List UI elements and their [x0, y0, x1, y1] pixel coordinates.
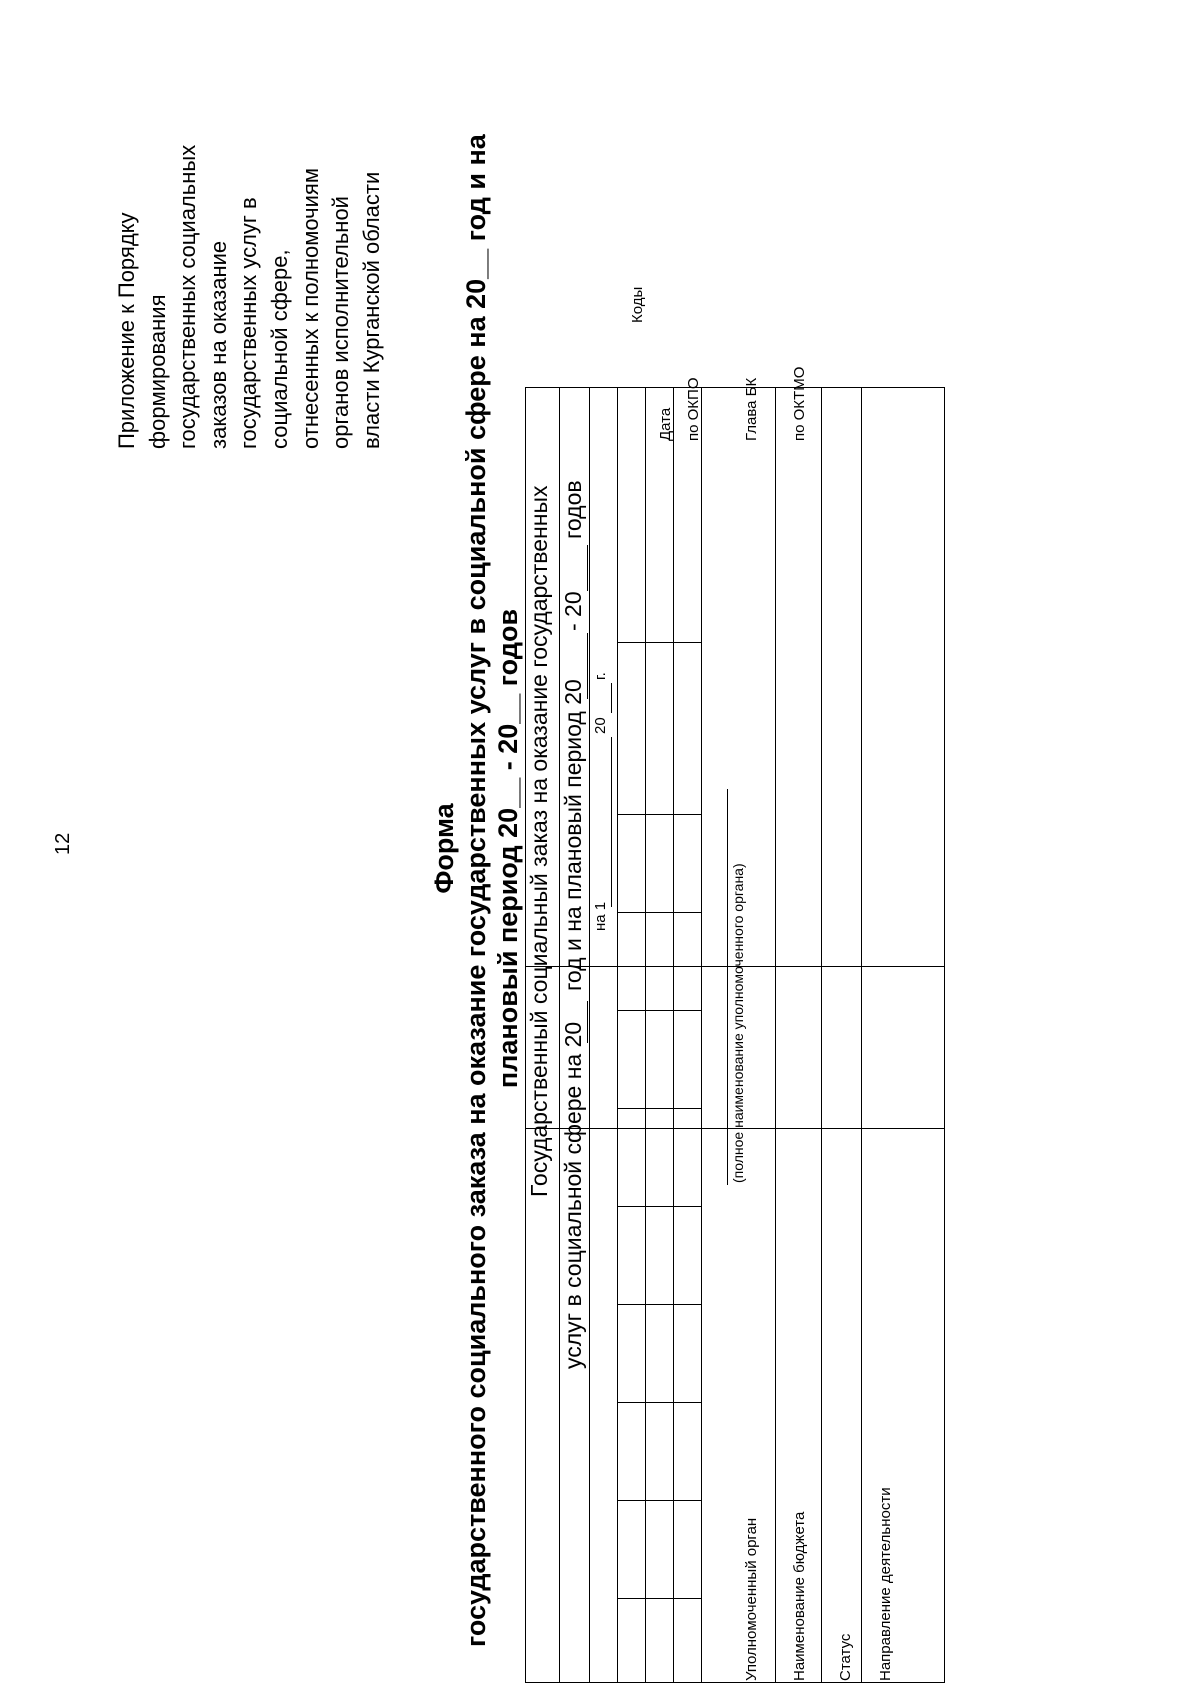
- form-heading-line1: Государственный социальный заказ на оказание государственных: [526, 485, 552, 1197]
- date-year: 20: [592, 717, 609, 734]
- grid-cell-divider: [617, 1010, 701, 1011]
- authorized-body-label: Уполномоченный орган: [743, 1517, 760, 1681]
- form-heading-line2-part1: услуг в социальной сфере на 20: [560, 1021, 586, 1369]
- grid-row: [618, 388, 646, 1682]
- appendix-note: [112, 109, 387, 449]
- appendix-line: Приложение к Порядку: [114, 212, 139, 449]
- grid-row: [776, 388, 822, 1682]
- grid-row: [822, 388, 862, 1682]
- date-blank-underline: [611, 737, 612, 907]
- oktmo-label: по ОКТМО: [791, 366, 808, 441]
- date-suffix: г.: [592, 672, 609, 680]
- grid-cell-divider: [617, 814, 701, 815]
- date-blank-underline: [611, 683, 612, 713]
- glava-bk-label: Глава БК: [743, 377, 760, 441]
- appendix-line: заказов на оказание: [205, 240, 231, 449]
- appendix-line: социальной сфере,: [266, 249, 292, 449]
- date-label: Дата: [657, 407, 674, 441]
- activity-direction-label: Направление деятельности: [877, 1487, 894, 1681]
- grid-cell-divider: [617, 1402, 701, 1403]
- appendix-line: формирования: [144, 294, 170, 449]
- grid-cell-divider: [617, 1108, 701, 1109]
- status-label: Статус: [837, 1633, 854, 1681]
- year-blank-underline: [587, 633, 588, 699]
- grid-cell-divider: [617, 912, 701, 913]
- document-title-continued: плановый период 20__ - 20__ годов: [493, 608, 523, 1089]
- form-label: Форма: [429, 803, 459, 894]
- grid-cell-divider: [617, 1206, 701, 1207]
- form-heading-line2-part3: - 20: [560, 591, 586, 631]
- codes-header: Коды: [629, 286, 646, 323]
- year-blank-underline: [587, 545, 588, 591]
- grid-cell-divider: [617, 1500, 701, 1501]
- grid-row: [646, 388, 674, 1682]
- okpo-label: по ОКПО: [685, 377, 702, 441]
- grid-row: [590, 388, 618, 1682]
- year-blank-underline: [587, 1001, 588, 1043]
- grid-cell-divider: [617, 1598, 701, 1599]
- grid-cell-divider: [617, 1304, 701, 1305]
- date-prefix: на 1: [592, 901, 609, 931]
- appendix-line: государственных услуг в: [236, 197, 262, 449]
- authorized-body-input-line: [727, 789, 728, 1185]
- appendix-line: органов исполнительной: [328, 196, 354, 449]
- appendix-line: государственных социальных: [175, 144, 201, 449]
- page-number: 12: [52, 832, 74, 855]
- authorized-body-hint: (полное наименование уполномоченного органа): [730, 863, 746, 1183]
- form-heading-line2-part4: годов: [560, 480, 586, 539]
- form-heading-line2-part2: год и на плановый период 20: [560, 679, 586, 991]
- document-title: государственного социального заказа на оказание государственных услуг в социальной сфере на 20__ год и на: [461, 134, 491, 1647]
- appendix-line: власти Курганской области: [358, 171, 384, 449]
- grid-cell-divider: [617, 642, 701, 643]
- budget-name-label: Наименование бюджета: [791, 1511, 808, 1681]
- grid-row: [674, 388, 702, 1682]
- appendix-line: отнесенных к полномочиям: [297, 168, 323, 449]
